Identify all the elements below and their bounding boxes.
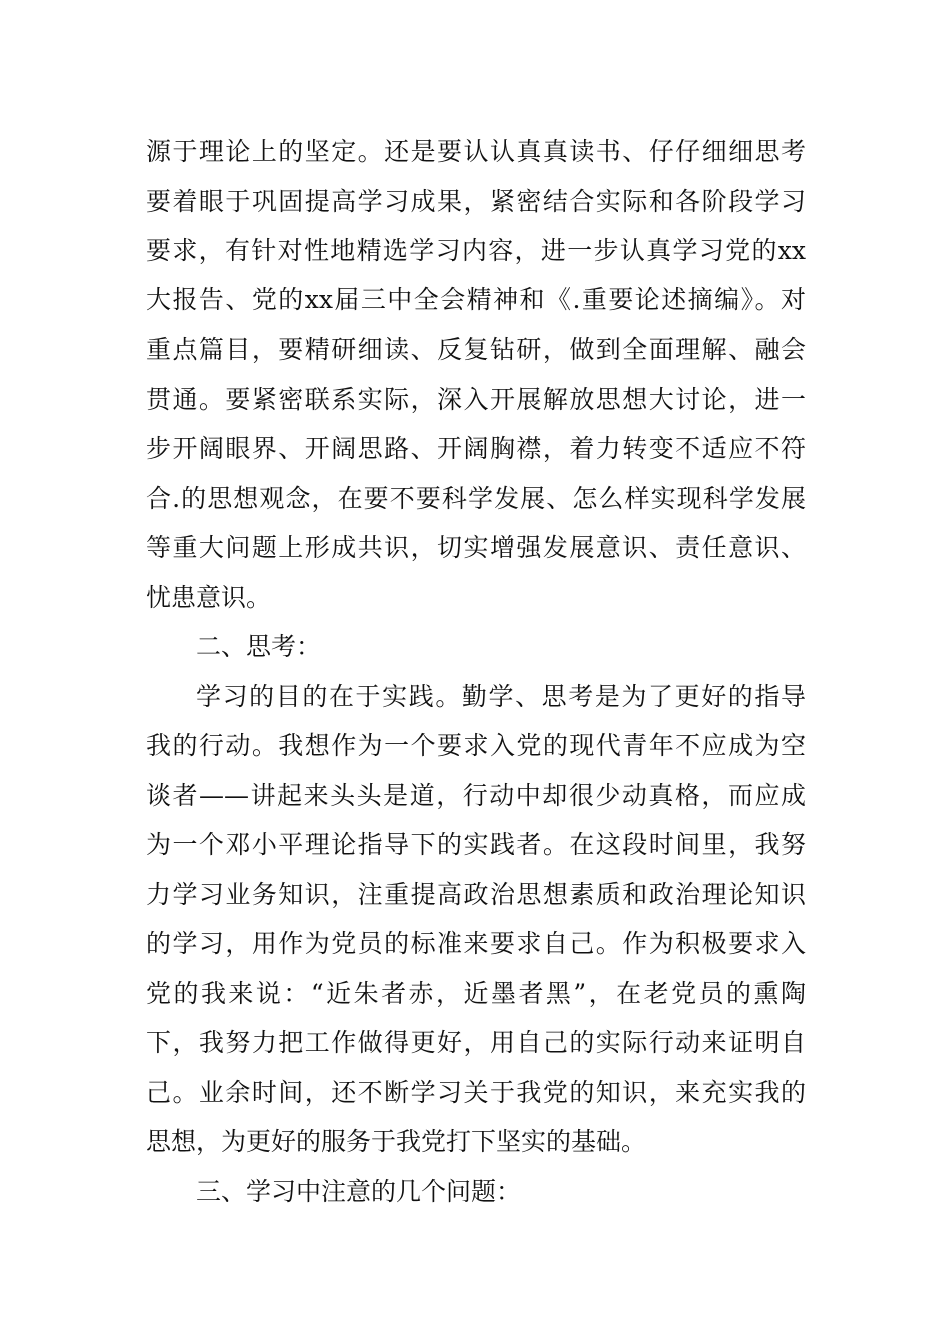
text-line: 的学习，用作为党员的标准来要求自己。作为积极要求入 bbox=[146, 929, 806, 958]
text-line: 为一个邓小平理论指导下的实践者。在这段时间里，我努 bbox=[146, 830, 806, 859]
section-heading: 二、思考： bbox=[196, 632, 322, 661]
text-line: 谈者——讲起来头头是道，行动中却很少动真格，而应成 bbox=[146, 781, 806, 810]
text-line: 贯通。要紧密联系实际，深入开展解放思想大讨论，进一 bbox=[146, 385, 806, 414]
text-line: 要求，有针对性地精选学习内容，进一步认真学习党的xx bbox=[146, 236, 806, 265]
text-line: 力学习业务知识，注重提高政治思想素质和政治理论知识 bbox=[146, 880, 806, 909]
text-line: 党的我来说：“近朱者赤，近墨者黑”，在老党员的熏陶 bbox=[146, 979, 806, 1008]
text-line: 思想，为更好的服务于我党打下坚实的基础。 bbox=[146, 1127, 647, 1156]
text-line: 大报告、党的xx届三中全会精神和《.重要论述摘编》。对 bbox=[146, 285, 806, 314]
section-heading: 三、学习中注意的几个问题： bbox=[196, 1177, 522, 1206]
text-line: 己。业余时间，还不断学习关于我党的知识，来充实我的 bbox=[146, 1078, 806, 1107]
text-line: 学习的目的在于实践。勤学、思考是为了更好的指导 bbox=[196, 682, 806, 711]
text-line: 忧患意识。 bbox=[146, 583, 272, 612]
text-line: 下，我努力把工作做得更好，用自己的实际行动来证明自 bbox=[146, 1028, 806, 1057]
text-line: 源于理论上的坚定。还是要认认真真读书、仔仔细细思考 bbox=[146, 137, 806, 166]
text-line: 合.的思想观念，在要不要科学发展、怎么样实现科学发展 bbox=[146, 484, 806, 513]
text-line: 我的行动。我想作为一个要求入党的现代青年不应成为空 bbox=[146, 731, 806, 760]
text-line: 要着眼于巩固提高学习成果，紧密结合实际和各阶段学习 bbox=[146, 187, 806, 216]
text-line: 重点篇目，要精研细读、反复钻研，做到全面理解、融会 bbox=[146, 335, 806, 364]
text-line: 步开阔眼界、开阔思路、开阔胸襟，着力转变不适应不符 bbox=[146, 434, 806, 463]
text-line: 等重大问题上形成共识，切实增强发展意识、责任意识、 bbox=[146, 533, 806, 562]
